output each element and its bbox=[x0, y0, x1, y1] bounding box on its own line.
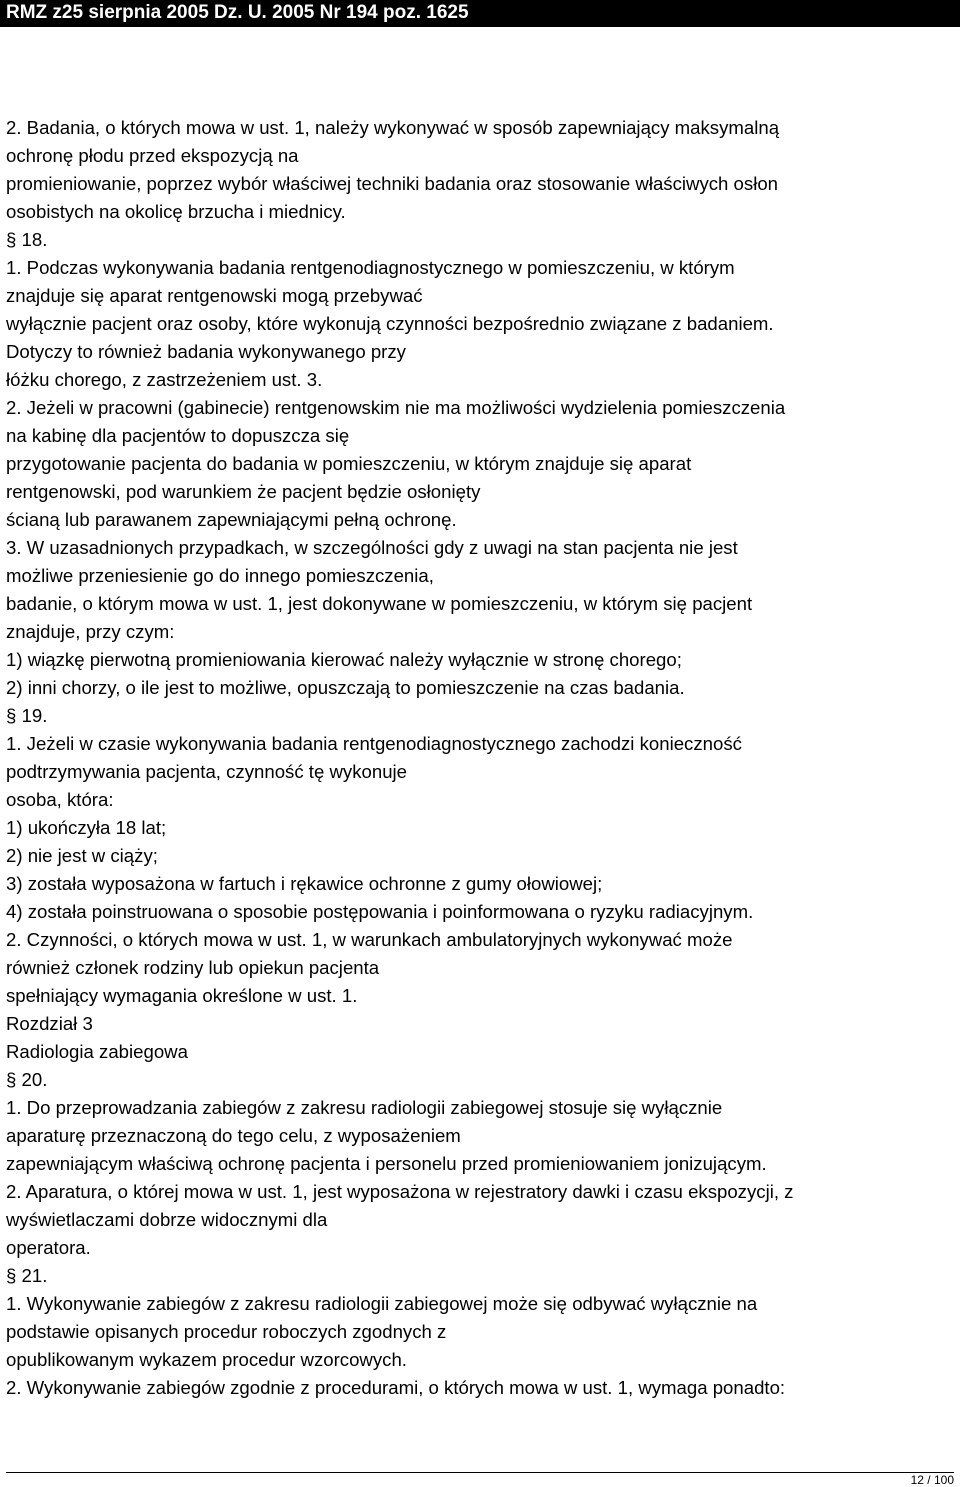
document-header-title: RMZ z25 sierpnia 2005 Dz. U. 2005 Nr 194 poz. 1625 bbox=[6, 2, 469, 23]
body-line: 3) została wyposażona w fartuch i rękawice ochronne z gumy ołowiowej; bbox=[6, 873, 603, 894]
body-line: ochronę płodu przed ekspozycją na bbox=[6, 145, 299, 166]
body-line: znajduje się aparat rentgenowski mogą przebywać bbox=[6, 285, 423, 306]
body-line: Dotyczy to również badania wykonywanego przy bbox=[6, 341, 406, 362]
body-line: 2. Czynności, o których mowa w ust. 1, w warunkach ambulatoryjnych wykonywać może bbox=[6, 929, 733, 950]
body-line: 1. Podczas wykonywania badania rentgenodiagnostycznego w pomieszczeniu, w którym bbox=[6, 257, 735, 278]
footer-divider bbox=[6, 1472, 954, 1473]
body-line: spełniający wymagania określone w ust. 1. bbox=[6, 985, 358, 1006]
body-line: 2. Badania, o których mowa w ust. 1, należy wykonywać w sposób zapewniający maksymalną bbox=[6, 117, 780, 138]
body-line: 2. Jeżeli w pracowni (gabinecie) rentgenowskim nie ma możliwości wydzielenia pomieszczenia bbox=[6, 397, 786, 418]
document-header-bar bbox=[0, 0, 960, 27]
body-line: 3. W uzasadnionych przypadkach, w szczególności gdy z uwagi na stan pacjenta nie jest bbox=[6, 537, 738, 558]
body-line: 1. Wykonywanie zabiegów z zakresu radiologii zabiegowej może się odbywać wyłącznie na bbox=[6, 1293, 758, 1314]
body-line: również członek rodziny lub opiekun pacjenta bbox=[6, 957, 380, 978]
body-line: 1) ukończyła 18 lat; bbox=[6, 817, 167, 838]
body-line: 4) została poinstruowana o sposobie postępowania i poinformowana o ryzyku radiacyjnym. bbox=[6, 901, 754, 922]
section-marker-21: § 21. bbox=[6, 1265, 48, 1286]
body-line: osobistych na okolicę brzucha i miednicy. bbox=[6, 201, 346, 222]
body-line: 1. Jeżeli w czasie wykonywania badania rentgenodiagnostycznego zachodzi konieczność bbox=[6, 733, 742, 754]
body-line: aparaturę przeznaczoną do tego celu, z wyposażeniem bbox=[6, 1125, 461, 1146]
body-line: 1) wiązkę pierwotną promieniowania kierować należy wyłącznie w stronę chorego; bbox=[6, 649, 682, 670]
section-marker-19: § 19. bbox=[6, 705, 48, 726]
body-line: opublikowanym wykazem procedur wzorcowych. bbox=[6, 1349, 407, 1370]
body-line: badanie, o którym mowa w ust. 1, jest dokonywane w pomieszczeniu, w którym się pacjent bbox=[6, 593, 753, 614]
body-line: osoba, która: bbox=[6, 789, 114, 810]
body-line: operatora. bbox=[6, 1237, 91, 1258]
body-line: 2. Wykonywanie zabiegów zgodnie z procedurami, o których mowa w ust. 1, wymaga ponadto: bbox=[6, 1377, 786, 1398]
body-line: podstawie opisanych procedur roboczych zgodnych z bbox=[6, 1321, 447, 1342]
section-marker-18: § 18. bbox=[6, 229, 48, 250]
body-line: rentgenowski, pod warunkiem że pacjent będzie osłonięty bbox=[6, 481, 481, 502]
body-line: promieniowanie, poprzez wybór właściwej techniki badania oraz stosowanie właściwych osłon bbox=[6, 173, 779, 194]
body-line: wyłącznie pacjent oraz osoby, które wykonują czynności bezpośrednio związane z badaniem. bbox=[6, 313, 774, 334]
body-line: 1. Do przeprowadzania zabiegów z zakresu radiologii zabiegowej stosuje się wyłącznie bbox=[6, 1097, 723, 1118]
body-line: łóżku chorego, z zastrzeżeniem ust. 3. bbox=[6, 369, 323, 390]
body-line: 2) nie jest w ciąży; bbox=[6, 845, 158, 866]
body-line: podtrzymywania pacjenta, czynność tę wykonuje bbox=[6, 761, 408, 782]
body-line: na kabinę dla pacjentów to dopuszcza się bbox=[6, 425, 350, 446]
body-line: ścianą lub parawanem zapewniającymi pełną ochronę. bbox=[6, 509, 457, 530]
chapter-heading: Rozdział 3 bbox=[6, 1013, 93, 1034]
section-marker-20: § 20. bbox=[6, 1069, 48, 1090]
body-line: zapewniającym właściwą ochronę pacjenta i personelu przed promieniowaniem jonizującym. bbox=[6, 1153, 767, 1174]
body-line: znajduje, przy czym: bbox=[6, 621, 175, 642]
body-line: wyświetlaczami dobrze widocznymi dla bbox=[6, 1209, 328, 1230]
body-line: możliwe przeniesienie go do innego pomieszczenia, bbox=[6, 565, 434, 586]
page-number: 12 / 100 bbox=[910, 1473, 954, 1487]
chapter-title: Radiologia zabiegowa bbox=[6, 1041, 188, 1062]
body-line: 2. Aparatura, o której mowa w ust. 1, jest wyposażona w rejestratory dawki i czasu ekspozycji, z bbox=[6, 1181, 794, 1202]
body-line: przygotowanie pacjenta do badania w pomieszczeniu, w którym znajduje się aparat bbox=[6, 453, 692, 474]
body-line: 2) inni chorzy, o ile jest to możliwe, opuszczają to pomieszczenie na czas badania. bbox=[6, 677, 685, 698]
